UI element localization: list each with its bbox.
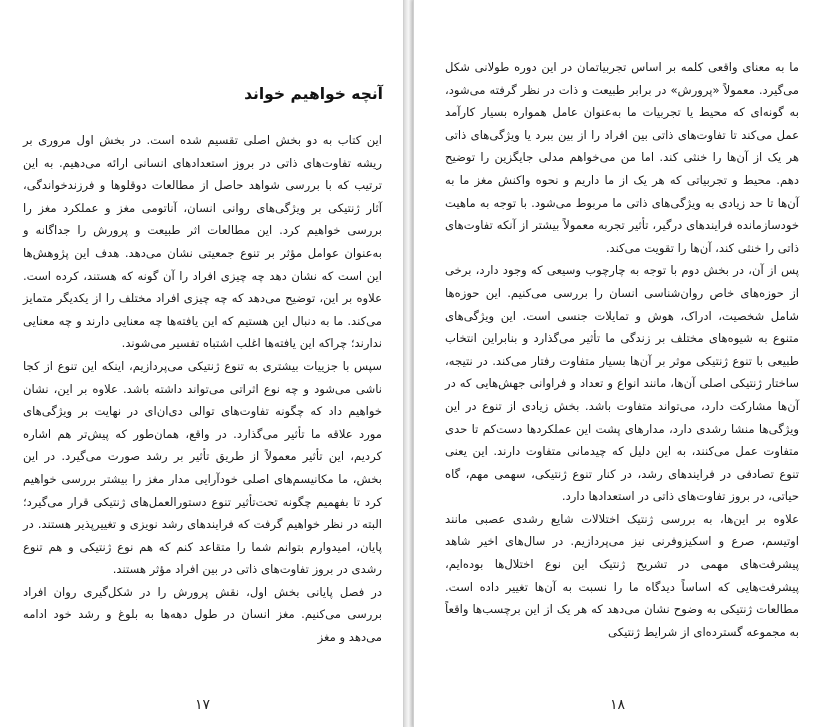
paragraph: این کتاب به دو بخش اصلی تقسیم شده است. در بخش اول مروری بر ریشه تفاوت‌های ذاتی در بروز استعدادهای انسانی ارائه می‌دهیم. به این ترتیب که با بررسی شواهد حاصل از مطالعات دوقلوها و فرزندخواندگی، آثار ژنتیکی بر ویژگی‌های روانی انسان، آناتومی مغز و عملکرد مغز را بررسی خواهیم کرد. این مطالعات اثر طبیعت و پرورش را جداگانه و به‌عنوان عوامل مؤثر بر تنوع جمعیتی نشان می‌دهد. هدف این پژوهش‌ها این است که نشان دهد چه چیزی افراد را آن گونه که هستند، کرده است. علاوه بر این، توضیح می‌دهد که چه چیزی افراد مختلف را از یکدیگر متمایز می‌کند. ما به دنبال این هستیم که این یافته‌ها چه معنایی دارند و چه معنایی ندارند؛ چراکه این یافته‌ها اغلب اشتباه تفسیر می‌شوند. [23, 133, 382, 351]
book-gutter [404, 0, 413, 727]
paragraph: پس از آن، در بخش دوم با توجه به چارچوب وسیعی که وجود دارد، برخی از حوزه‌های خاص روان‌شناسی انسان را بررسی می‌کنیم. این حوزه‌ها شامل شخصیت، ادراک، هوش و تمایلات جنسی است. این ویژگی‌های متنوع به شیوه‌های مختلف بر زندگی ما تأثیر می‌گذارد و بنابراین انتخاب طبیعی با تنوع ژنتیکی موثر بر آن‌ها بسیار متفاوت رفتار می‌کند. در نتیجه، ساختار ژنتیکی اصلی آن‌ها، مانند انواع و تعداد و فراوانی جهش‌هایی که در آن‌ها مشارکت دارد، می‌تواند متفاوت باشد. بخش زیادی از تنوع در این ویژگی‌ها منشا رشدی دارد، مدارهای پشت این عملکردها دست‌کم تا حدی متفاوت عمل می‌کنند، به این دلیل که چیدمانی متفاوت دارند. این یعنی تنوع تصادفی در فرایندهای رشد، در کنار تنوع ژنتیکی، سهمی مهم، گاه حیاتی، در بروز تفاوت‌های ذاتی در استعدادها دارد. [445, 263, 799, 504]
page-number: ۱۸ [610, 697, 626, 713]
right-page [413, 0, 817, 727]
paragraph: ما به معنای واقعی کلمه بر اساس تجربیاتمان در این دوره طولانی شکل می‌گیرد. معمولاً «پرورش» در برابر طبیعت و ذات در نظر گرفته می‌شود، به گونه‌ای که محیط یا تجربیات ما به‌عنوان عامل همواره بسیار کارآمد عمل می‌کند تا تفاوت‌های ذاتی بین افراد را از بین ببرد یا ویژگی‌های ذاتی هر یک از آن‌ها را خنثی کند. اما من می‌خواهم مدلی جایگزین را توضیح دهم. محیط و تجربیاتی که هر یک از ما داریم و نحوه واکنش مغز ما به آن‌ها تا حد زیادی به ویژگی‌های ذاتی ما مربوط می‌شود. با توجه به ماهیت خودسازمانده فرایندهای درگیر، تأثیر تجربه معمولاً بیشتر از آنکه تفاوت‌های ذاتی را خنثی کند، آن‌ها را تقویت می‌کند. [445, 60, 799, 255]
right-page-body [445, 56, 799, 643]
paragraph: در فصل پایانی بخش اول، نقش پرورش را در شکل‌گیری روان افراد بررسی می‌کنیم. مغز انسان در طول دهه‌ها به بلوغ و رشد خود ادامه می‌دهد و مغز [23, 584, 382, 645]
page-number: ۱۷ [195, 697, 211, 713]
left-page-body [23, 129, 382, 649]
left-page [0, 0, 404, 727]
paragraph: علاوه بر این‌ها، به بررسی ژنتیک اختلالات شایع رشدی عصبی مانند اوتیسم، صرع و اسکیزوفرنی نیز می‌پردازیم. در سال‌های اخیر شاهد پیشرفت‌های مهمی در تشریح ژنتیک این نوع اختلال‌ها بوده‌ایم، پیشرفت‌هایی که اساساً دیدگاه ما را نسبت به آن‌ها تغییر داده است. مطالعات ژنتیکی به وضوح نشان می‌دهد که هر یک از این برچسب‌ها واقعاً به مجموعه گسترده‌ای از شرایط ژنتیکی [445, 511, 799, 639]
chapter-heading: آنچه خواهیم خواند [244, 85, 383, 103]
paragraph: سپس با جزییات بیشتری به تنوع ژنتیکی می‌پردازیم، اینکه این تنوع از کجا ناشی می‌شود و چه نوع اثراتی می‌تواند داشته باشد. علاوه بر این، نشان خواهیم داد که چگونه تفاوت‌های توالی دی‌ان‌ای در نهایت بر ویژگی‌های مورد علاقه ما تأثیر می‌گذارد. در واقع، همان‌طور که پیش‌تر هم اشاره کردیم، این تأثیر معمولاً از طریق تأثیر بر رشد صورت می‌گیرد. در این بخش، ما مکانیسم‌های اصلی خودآرایی مدار مغز را بیشتر بررسی خواهیم کرد تا بفهمیم چگونه تحت‌تأثیر تنوع دستورالعمل‌های ژنتیکی قرار می‌گیرد؛ البته در نظر خواهیم گرفت که فرایندهای رشد نویزی و تغییرپذیر هستند. در پایان، امیدوارم بتوانم شما را متقاعد کنم که هم نوع ژنتیکی و هم تنوع رشدی در بروز تفاوت‌های ذاتی در بین افراد مؤثر هستند. [23, 358, 382, 577]
